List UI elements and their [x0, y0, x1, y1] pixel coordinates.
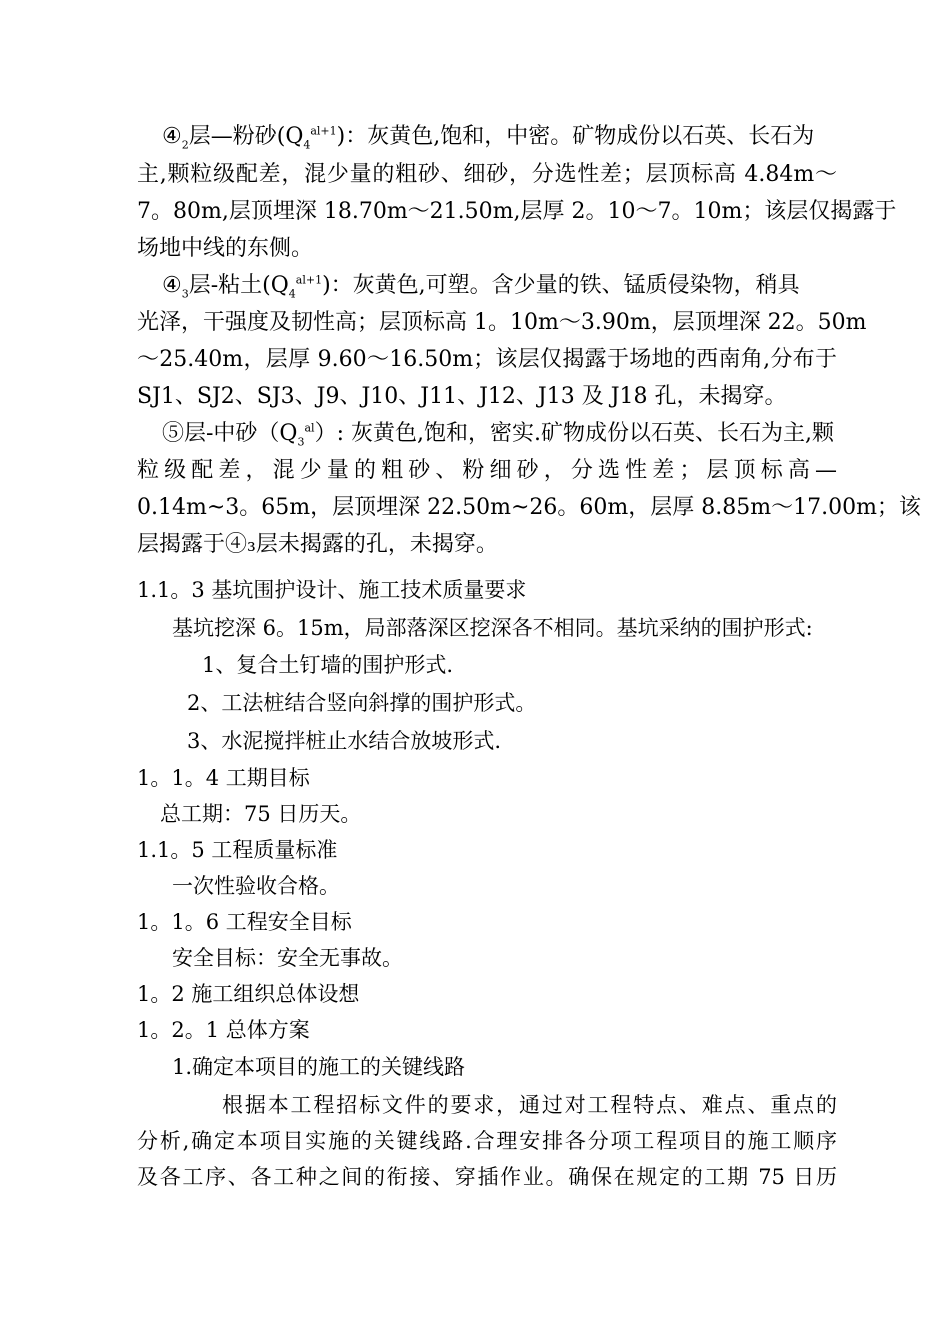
s113-item-2: 2、工法桩结合竖向斜撑的围护形式。 — [187, 691, 537, 715]
s121-line-2: 分析,确定本项目实施的关键线路.合理安排各分项工程项目的施工顺序 — [137, 1129, 837, 1153]
heading-1-2-1: 1。2。1 总体方案 — [137, 1018, 310, 1042]
para-4-3-line-2: 光泽，干强度及韧性高；层顶标高 1。10m～3.90m，层顶埋深 22。50m — [137, 310, 867, 335]
para-5-line-3: 0.14m~3。65m，层顶埋深 22.50m~26。60m，层厚 8.85m～17.00m；该 — [137, 495, 921, 520]
s115-text: 一次性验收合格。 — [172, 874, 340, 898]
para-4-2-line-4: 场地中线的东侧。 — [137, 236, 314, 261]
s121-line-1: 根据本工程招标文件的要求，通过对工程特点、难点、重点的 — [222, 1093, 837, 1117]
s121-subheading: 1.确定本项目的施工的关键线路 — [172, 1055, 466, 1079]
para-4-2-line-1: $④_2$层—粉砂$(Q_4^{al+1})$：灰黄色,饱和，中密。矿物成份以石英、长石为 — [162, 124, 815, 152]
heading-1-1-4: 1。1。4 工期目标 — [137, 766, 310, 790]
s114-text: 总工期：75 日历天。 — [160, 802, 362, 826]
s113-item-1: 1、复合土钉墙的围护形式. — [202, 653, 454, 677]
para-5-line-2: 粒级配差，混少量的粗砂、粉细砂，分选性差；层顶标高— — [137, 458, 837, 483]
para-4-2-line-3: 7。80m,层顶埋深 18.70m～21.50m,层厚 2。10～7。10m；该层仅揭露于 — [137, 199, 897, 224]
para-4-3-line-3: ～25.40m，层厚 9.60～16.50m；该层仅揭露于场地的西南角,分布于 — [137, 347, 837, 372]
heading-1-2: 1。2 施工组织总体设想 — [137, 982, 360, 1006]
para-5-line-4: 层揭露于④₃层未揭露的孔，未揭穿。 — [137, 532, 498, 557]
heading-1-1-5: 1.1。5 工程质量标准 — [137, 838, 338, 862]
s116-text: 安全目标：安全无事故。 — [172, 946, 403, 970]
para-4-2-line-2: 主,颗粒级配差，混少量的粗砂、细砂，分选性差；层顶标高 4.84m～ — [137, 162, 837, 187]
para-4-3-line-1: $④_3$层-粘土$(Q_4^{al+1})$：灰黄色,可塑。含少量的铁、锰质侵染物，稍具 — [162, 273, 800, 301]
s113-item-3: 3、水泥搅拌桩止水结合放坡形式. — [187, 729, 502, 753]
s113-intro: 基坑挖深 6。15m，局部落深区挖深各不相同。基坑采纳的围护形式: — [172, 616, 813, 640]
heading-1-1-6: 1。1。6 工程安全目标 — [137, 910, 352, 934]
para-4-3-line-4: SJ1、SJ2、SJ3、J9、J10、J11、J12、J13 及 J18 孔，未揭穿。 — [137, 384, 787, 409]
para-5-line-1: ⑤层-中砂$(Q_3^{al})$: 灰黄色,饱和，密实.矿物成份以石英、长石为主,颗 — [162, 421, 834, 449]
s121-line-3: 及各工序、各工种之间的衔接、穿插作业。确保在规定的工期 75 日历 — [137, 1165, 837, 1189]
heading-1-1-3: 1.1。3 基坑围护设计、施工技术质量要求 — [137, 578, 527, 602]
